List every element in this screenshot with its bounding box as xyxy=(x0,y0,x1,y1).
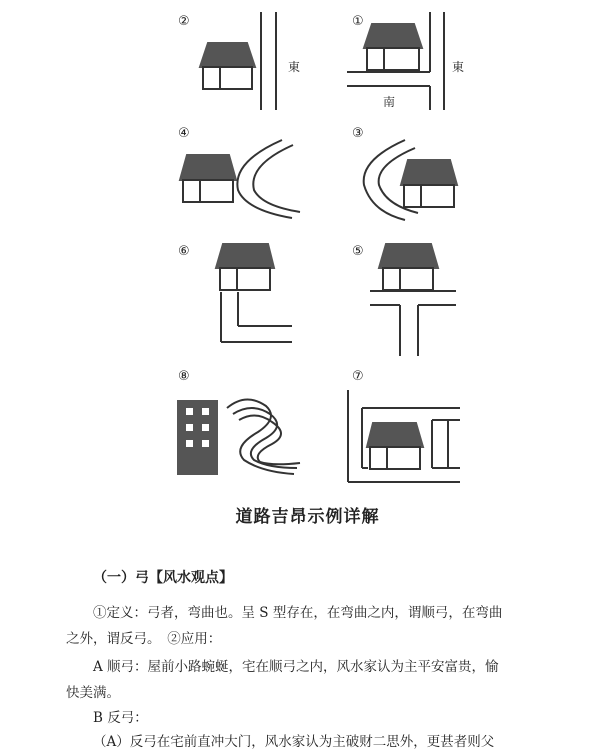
house-icon xyxy=(180,155,236,202)
paragraph-fan-gong: B 反弓： xyxy=(93,710,148,726)
diagram-3 xyxy=(364,140,457,220)
house-icon xyxy=(216,244,274,290)
diagram-7 xyxy=(348,390,460,482)
paragraph-line: 之外，谓反弓。 ②应用： xyxy=(66,631,222,647)
east-label-left: 東 xyxy=(288,60,301,74)
diagram-8 xyxy=(177,399,300,475)
label-5: ⑤ xyxy=(352,244,364,259)
diagram-6 xyxy=(216,244,292,342)
house-icon xyxy=(401,160,457,207)
house-icon xyxy=(379,244,438,290)
diagram-4 xyxy=(180,140,300,218)
label-4: ④ xyxy=(178,126,190,141)
label-8: ⑧ xyxy=(178,369,190,384)
label-6: ⑥ xyxy=(178,244,190,259)
house-icon xyxy=(200,43,255,89)
east-label-right: 東 xyxy=(452,60,465,74)
south-label: 南 xyxy=(383,95,396,109)
paragraph-line: A 顺弓：屋前小路蜿蜒，宅在顺弓之内，风水家认为主平安富贵，愉 xyxy=(93,659,499,675)
section-heading: （一）弓【风水观点】 xyxy=(93,570,233,586)
label-2: ② xyxy=(178,14,190,29)
diagram-2 xyxy=(200,12,276,110)
paragraph-line: ①定义：弓者，弯曲也。呈 S 型存在，在弯曲之内，谓顺弓，在弯曲 xyxy=(93,605,503,621)
paragraph-fan-gong-a: （A）反弓在宅前直冲大门，风水家认为主破财二思外，更甚者则父 xyxy=(93,734,495,750)
figure-caption: 道路吉昂示例详解 xyxy=(235,507,380,527)
diagram-5 xyxy=(370,244,456,356)
label-7: ⑦ xyxy=(352,369,364,384)
house-icon xyxy=(364,24,422,70)
label-1: ① xyxy=(352,14,364,29)
paragraph-line: 快美满。 xyxy=(66,685,120,701)
label-3: ③ xyxy=(352,126,364,141)
paragraph-shun-gong xyxy=(66,654,586,706)
paragraph-definition xyxy=(66,600,586,652)
building-icon xyxy=(177,400,218,475)
house-icon xyxy=(367,423,423,469)
